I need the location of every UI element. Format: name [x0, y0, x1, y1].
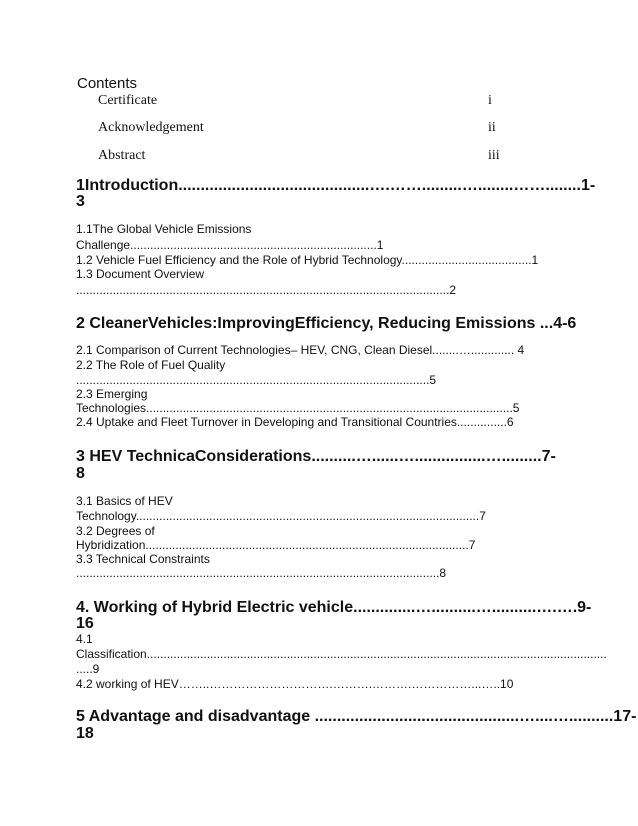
chapter-heading-continuation: 8 — [76, 465, 85, 482]
chapter-heading: 2 CleanerVehicles:ImprovingEfficiency, Reducing Emissions ...4-6 — [76, 315, 577, 332]
chapter-heading: 5 Advantage and disadvantage ..............................................…....…..........17- — [76, 708, 637, 725]
toc-line: Classification.......................................................................................................................................... — [76, 647, 607, 661]
toc-line: ................................................................................................................2 — [76, 283, 457, 297]
toc-line: Technologies..............................................................................................................5 — [76, 401, 520, 415]
toc-line: 1.2 Vehicle Fuel Efficiency and the Role of Hybrid Technology.......................................1 — [76, 253, 539, 267]
toc-line: 2.4 Uptake and Fleet Turnover in Developing and Transitional Countries...............6 — [76, 415, 514, 429]
toc-line: 1.3 Document Overview — [76, 267, 205, 281]
contents-title: Contents — [77, 75, 138, 92]
toc-line: 3.1 Basics of HEV — [76, 494, 173, 508]
toc-line: Technology.......................................................................................................7 — [76, 509, 486, 523]
toc-line: 3.2 Degrees of — [76, 524, 155, 538]
toc-line: 2.1 Comparison of Current Technologies– HEV, CNG, Clean Diesel........…............. 4 — [76, 343, 525, 357]
chapter-heading: 1Introduction...........................................….…….........…........……........1- — [76, 177, 596, 194]
toc-line: Challenge..........................................................................1 — [76, 238, 384, 252]
toc-line: .............................................................................................................8 — [76, 566, 447, 580]
front-matter-page: iii — [488, 148, 500, 163]
front-matter-label: Certificate — [98, 93, 158, 108]
front-matter-label: Acknowledgement — [98, 120, 204, 135]
front-matter-label: Abstract — [98, 148, 146, 163]
front-matter-page: i — [488, 93, 492, 108]
front-matter-page: ii — [488, 120, 496, 135]
chapter-heading: 3 HEV TechnicaConsiderations..........…......…................….........7- — [76, 448, 556, 465]
toc-line: 2.3 Emerging — [76, 387, 148, 401]
toc-line: ..........................................................................................................5 — [76, 373, 437, 387]
toc-line: 3.3 Technical Constraints — [76, 552, 210, 566]
chapter-heading-continuation: 16 — [76, 615, 94, 632]
toc-line: 1.1The Global Vehicle Emissions — [76, 222, 252, 236]
toc-line: Hybridization.................................................................................................7 — [76, 538, 476, 552]
toc-line: .....9 — [76, 662, 100, 676]
chapter-heading-continuation: 18 — [76, 725, 94, 742]
toc-line: 4.2 working of HEV……..………………………….……….……….……………...…..10 — [76, 677, 514, 691]
chapter-heading: 4. Working of Hybrid Electric vehicle..............…..........…..........….….9- — [76, 599, 592, 616]
toc-line: 4.1 — [76, 632, 93, 646]
chapter-heading-continuation: 3 — [76, 193, 85, 210]
toc-line: 2.2 The Role of Fuel Quality — [76, 358, 226, 372]
